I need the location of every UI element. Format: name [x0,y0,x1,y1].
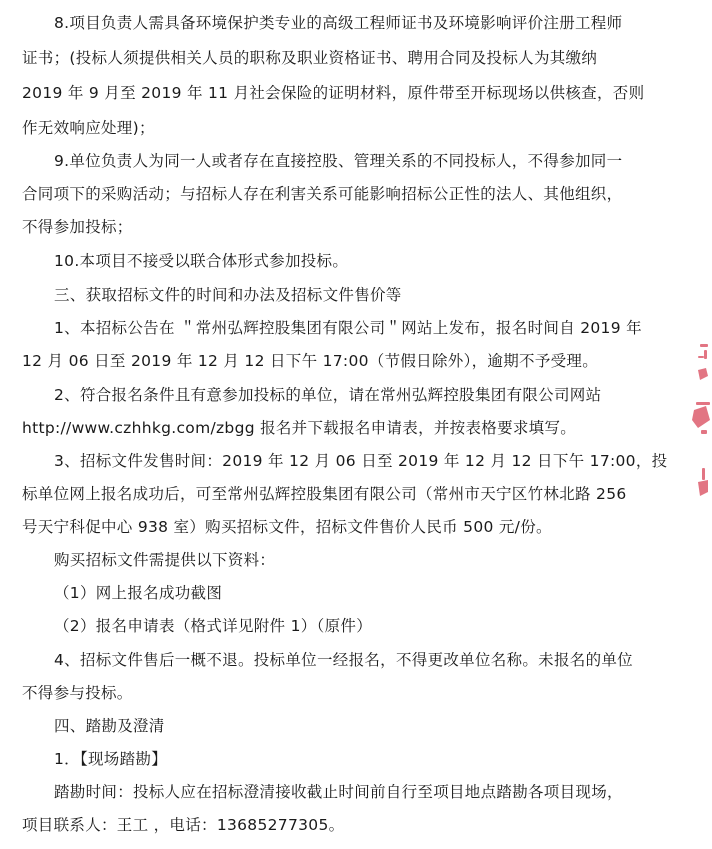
seal-stamp-fragment [686,340,712,510]
section4-sub1: 1．【现场踏勘】 [54,750,168,768]
section3-p4-line1: 4、招标文件售后一概不退。投标单位一经报名，不得更改单位名称。未报名的单位 [54,651,633,669]
section3-p2-line1: 2、符合报名条件且有意参加投标的单位，请在常州弘辉控股集团有限公司网站 [54,386,602,404]
section3-heading: 三、获取招标文件的时间和办法及招标文件售价等 [54,286,402,304]
item8-line3: 2019 年 9 月至 2019 年 11 月社会保险的证明材料，原件带至开标现场以供核查，否则 [22,84,645,102]
material-item-1: （1）网上报名成功截图 [54,584,223,602]
section3-p1-line2: 12 月 06 日至 2019 年 12 月 12 日下午 17:00（节假日除外），逾期不予受理。 [22,352,599,370]
section3-p4-line2: 不得参与投标。 [22,684,133,702]
section4-p1-line2: 项目联系人：王工 ，电话：13685277305。 [22,816,345,834]
section3-p1-line1: 1、本招标公告在 ＂常州弘辉控股集团有限公司＂网站上发布，报名时间自 2019 年 [54,319,642,337]
section4-heading: 四、踏勘及澄清 [54,717,165,735]
item9-line3: 不得参加投标； [22,218,133,236]
item8-line4: 作无效响应处理)； [22,119,155,137]
section3-p3-line2: 标单位网上报名成功后，可至常州弘辉控股集团有限公司（常州市天宁区竹林北路 256 [22,485,627,503]
item9-line1: 9.单位负责人为同一人或者存在直接控股、管理关系的不同投标人，不得参加同一 [54,152,623,170]
material-item-2: （2）报名申请表（格式详见附件 1）（原件） [54,617,373,635]
materials-intro: 购买招标文件需提供以下资料： [54,551,276,569]
section4-p1-line1: 踏勘时间：投标人应在招标澄清接收截止时间前自行至项目地点踏勘各项目现场， [54,783,623,801]
section3-p2-line2: http://www.czhhkg.com/zbgg 报名并下载报名申请表，并按表格要求填写。 [22,419,577,437]
item8-line1: 8.项目负责人需具备环境保护类专业的高级工程师证书及环境影响评价注册工程师 [54,14,623,32]
item10: 10.本项目不接受以联合体形式参加投标。 [54,252,349,270]
item8-line2: 证书；(投标人须提供相关人员的职称及职业资格证书、聘用合同及投标人为其缴纳 [22,49,598,67]
section3-p3-line3: 号天宁科促中心 938 室）购买招标文件，招标文件售价人民币 500 元/份。 [22,518,552,536]
item9-line2: 合同项下的采购活动；与招标人存在利害关系可能影响招标公正性的法人、其他组织， [22,185,623,203]
section3-p3-line1: 3、招标文件发售时间：2019 年 12 月 06 日至 2019 年 12 月 12 日下午 17:00，投 [54,452,668,470]
